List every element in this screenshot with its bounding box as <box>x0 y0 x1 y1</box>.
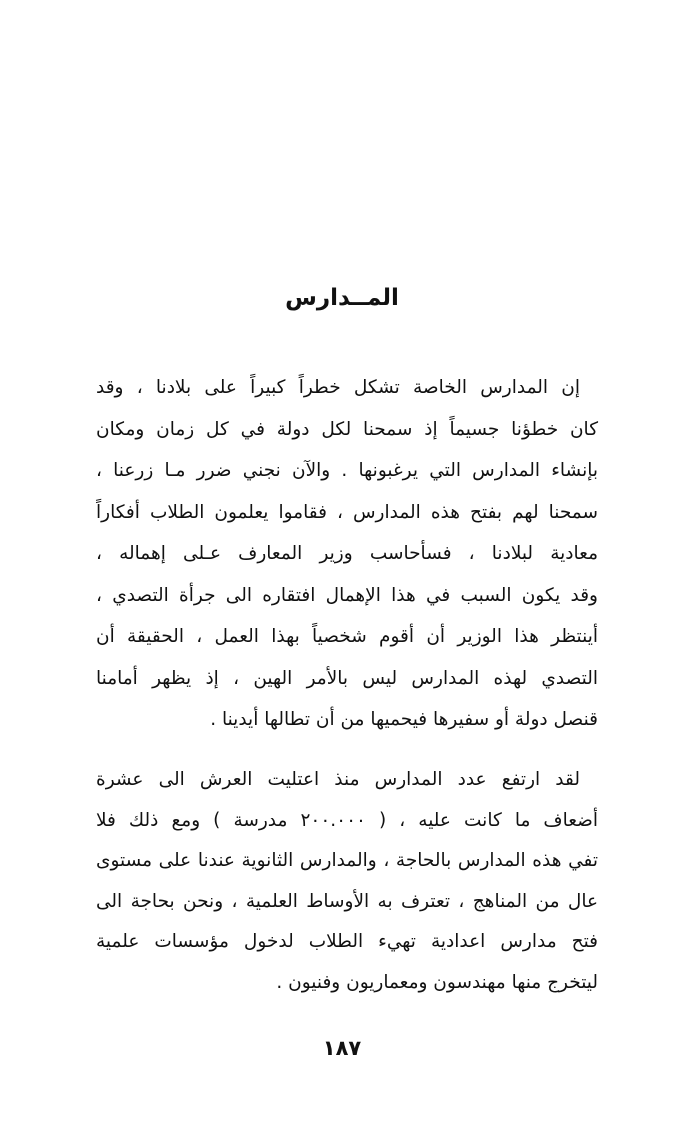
chapter-title: المــدارس <box>285 285 399 311</box>
text-line: بإنشاء المدارس التي يرغبونها . والآن نجني ضرر مـا زرعنا ، <box>96 460 598 481</box>
text-line: وقد يكون السبب في هذا الإهمال افتقاره الى جرأة التصدي ، <box>96 584 598 606</box>
paragraph-1 <box>96 367 598 741</box>
text-line: فتح مدارس اعدادية تهيء الطلاب لدخول مؤسسات علمية <box>96 931 598 952</box>
text-line: عال من المناهج ، تعترف به الأوساط العلمية ، ونحن بحاجة الى <box>96 890 598 912</box>
text-line: أينتظر هذا الوزير أن أقوم شخصياً بهذا العمل ، الحقيقة أن <box>96 626 598 647</box>
text-line: ليتخرج منها مهندسون ومعماريون وفنيون . <box>276 971 598 993</box>
text-line: لقد ارتفع عدد المدارس منذ اعتليت العرش الى عشرة <box>96 769 580 790</box>
paragraph-2 <box>96 760 598 1003</box>
text-line: التصدي لهذه المدارس ليس بالأمر الهين ، إذ يظهر أمامنا <box>96 667 598 689</box>
text-line: قنصل دولة أو سفيرها فيحميها من أن تطالها أيدينا . <box>210 709 598 730</box>
text-line: معادية لبلادنا ، فسأحاسب وزير المعارف عـلى إهماله ، <box>96 543 598 564</box>
text-line: سمحنا لهم بفتح هذه المدارس ، فقاموا يعلمون الطلاب أفكاراً <box>96 501 598 523</box>
text-line: كان خطؤنا جسيماً إذ سمحنا لكل دولة في كل زمان ومكان <box>96 418 598 440</box>
text-line: إن المدارس الخاصة تشكل خطراً كبيراً على بلادنا ، وقد <box>96 377 580 398</box>
text-line: أضعاف ما كانت عليه ، ( ٢٠٠.٠٠٠ مدرسة ) ومع ذلك فلا <box>96 809 598 831</box>
page-number: ١٨٧ <box>322 1036 362 1060</box>
text-line: تفي هذه المدارس بالحاجة ، والمدارس الثانوية عندنا على مستوى <box>96 850 598 871</box>
